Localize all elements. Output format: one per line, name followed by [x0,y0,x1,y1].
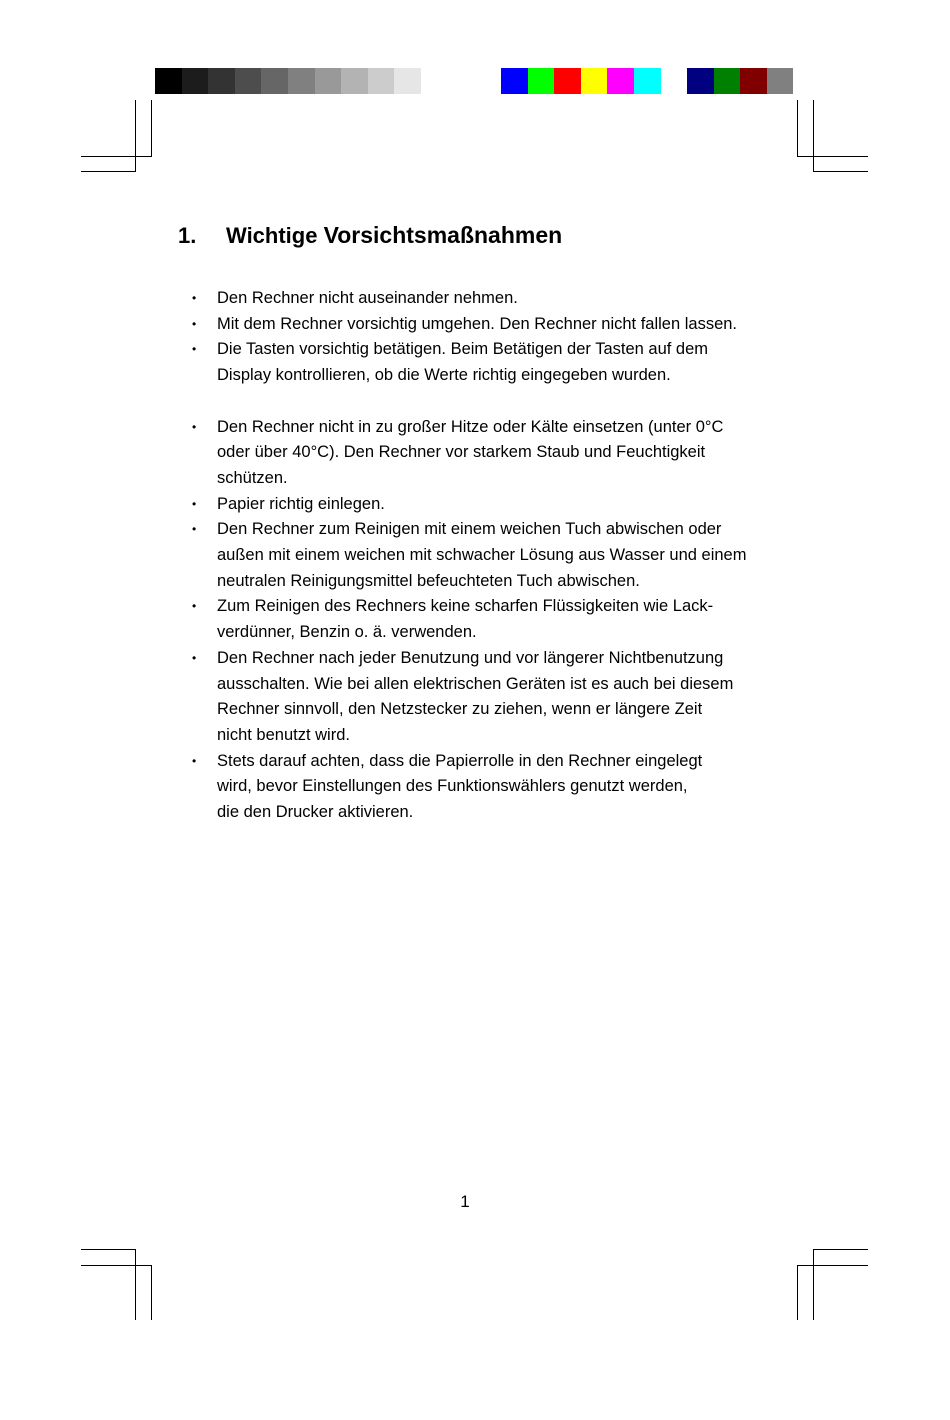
list-item [188,749,788,826]
list-item [188,492,788,518]
list-item-line: Den Rechner nicht in zu großer Hitze oder Kälte einsetzen (unter 0°C [217,417,724,436]
list-item-line: Die Tasten vorsichtig betätigen. Beim Betätigen der Tasten auf dem [217,340,709,359]
list-item-line: Display kontrollieren, ob die Werte richtig eingegeben wurden. [217,366,671,385]
dark-color-bar [687,68,793,94]
color-swatch [767,68,794,94]
bullet-icon: • [192,316,197,331]
page-number: 1 [460,1192,470,1211]
crop-mark [797,1265,798,1320]
list-item-line: ausschalten. Wie bei allen elektrischen Geräten ist es auch bei diesem [217,674,734,693]
bullet-icon: • [192,522,197,537]
color-swatch [261,68,288,94]
crop-mark [81,156,151,157]
list-item-line: wird, bevor Einstellungen des Funktionswählers genutzt werden, [217,777,688,796]
heading-word-1: Wichtige [226,223,318,248]
crop-mark [81,171,135,172]
color-swatch [687,68,714,94]
list-item-line: Mit dem Rechner vorsichtig umgehen. Den Rechner nicht fallen lassen. [217,314,738,333]
crop-mark [797,156,868,157]
color-swatch [528,68,555,94]
list-item-line: Den Rechner zum Reinigen mit einem weichen Tuch abwischen oder [217,520,722,539]
crop-mark [81,1249,135,1250]
section-heading [178,222,562,249]
bullet-icon: • [192,496,197,511]
crop-mark [797,1265,868,1266]
color-swatch [581,68,608,94]
list-item-line: die den Drucker aktivieren. [217,803,414,822]
color-swatch [634,68,661,94]
crop-mark [151,100,152,157]
precautions-list [188,286,788,826]
list-item [188,312,788,338]
list-item-line: Papier richtig einlegen. [217,494,385,513]
crop-mark [81,1265,151,1266]
color-swatch [740,68,767,94]
color-swatch [182,68,209,94]
color-swatch [368,68,395,94]
list-item [188,286,788,312]
list-item-line: nicht benutzt wird. [217,725,350,744]
crop-mark [813,1249,814,1320]
crop-mark [797,100,798,157]
list-item-line: Den Rechner nicht auseinander nehmen. [217,289,518,307]
list-item-line: Den Rechner nach jeder Benutzung und vor längerer Nichtbenutzung [217,648,724,667]
list-item-line: schützen. [217,468,288,487]
list-item [188,594,788,645]
crop-mark [135,1249,136,1320]
color-swatch [501,68,528,94]
color-swatch [341,68,368,94]
list-item-line: Rechner sinnvoll, den Netzstecker zu ziehen, wenn er längere Zeit [217,700,703,719]
color-swatch [235,68,262,94]
list-item [188,517,788,594]
list-item-line: Zum Reinigen des Rechners keine scharfen Flüssigkeiten wie Lack- [217,597,714,616]
list-item-line: außen mit einem weichen mit schwacher Lösung aus Wasser und einem [217,546,747,565]
bullet-icon: • [192,753,197,768]
color-swatch [315,68,342,94]
list-item [188,646,788,749]
list-item [188,337,788,388]
bullet-icon: • [192,419,197,434]
color-swatch [208,68,235,94]
list-item-line: Stets darauf achten, dass die Papierrolle in den Rechner eingelegt [217,751,703,770]
color-swatch [607,68,634,94]
list-item [188,415,788,492]
bullet-icon: • [192,342,197,357]
crop-mark [135,100,136,172]
color-swatch [155,68,182,94]
color-swatch [288,68,315,94]
crop-mark [151,1265,152,1320]
grayscale-bar [155,68,421,94]
crop-mark [813,171,868,172]
crop-mark [813,100,814,172]
color-swatch [554,68,581,94]
crop-mark [813,1249,868,1250]
bullet-icon: • [192,599,197,614]
color-bar [501,68,661,94]
color-swatch [394,68,421,94]
bullet-icon: • [192,291,197,305]
heading-word-2: Vorsichtsmaßnahmen [323,222,563,248]
list-item-line: neutralen Reinigungsmittel befeuchteten Tuch abwischen. [217,571,640,590]
list-item-line: oder über 40°C). Den Rechner vor starkem Staub und Feuchtigkeit [217,443,706,462]
list-item-line: verdünner, Benzin o. ä. verwenden. [217,623,477,642]
bullet-icon: • [192,650,197,665]
section-number: 1. [178,223,197,248]
color-swatch [714,68,741,94]
